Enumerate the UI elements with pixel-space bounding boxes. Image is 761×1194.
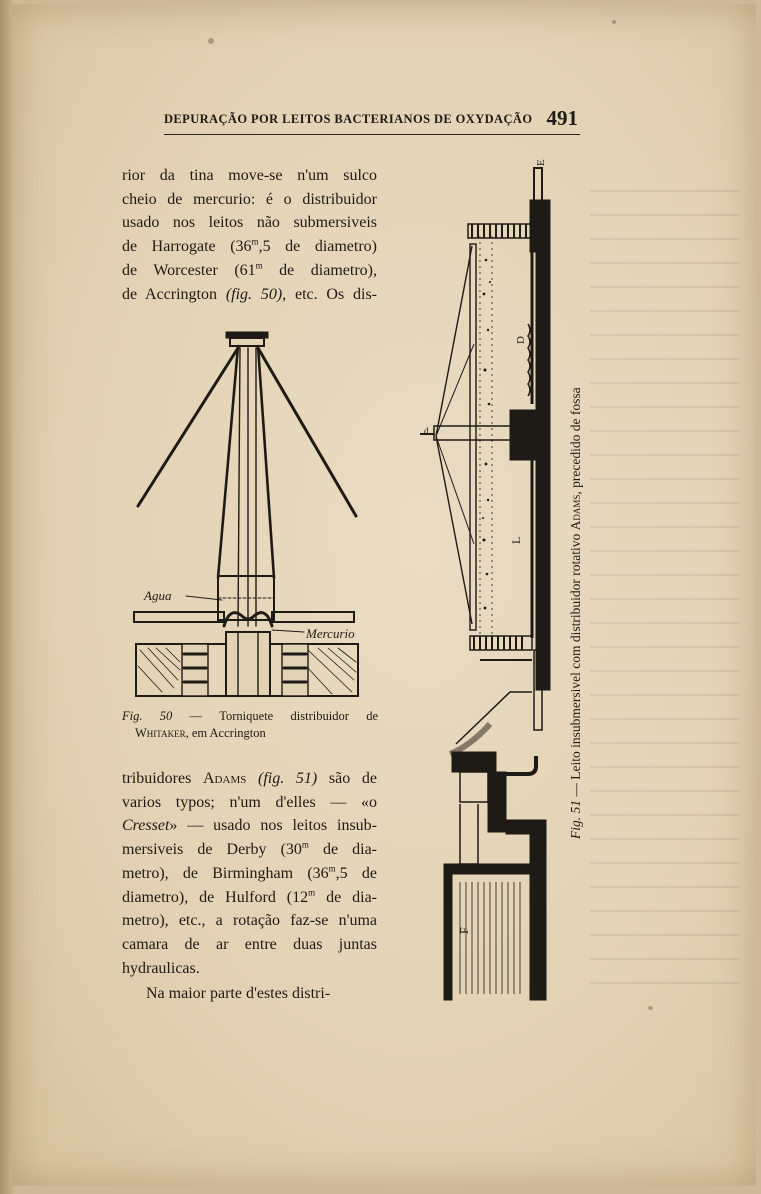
text-line: metro), etc., a rotação faz-se n'uma xyxy=(122,912,377,930)
figure-51-caption: Fig. 51 — Leito insubmersivel com distribuidor rotativo Adams, precedido de fossa xyxy=(568,387,583,839)
page-number: 491 xyxy=(546,106,578,130)
text-line: diametro), de Hulford (12$^m$ de dia- xyxy=(122,887,378,906)
text-line: Cresset» — usado nos leitos insub- xyxy=(122,817,377,835)
inventor-name: Adams xyxy=(568,494,583,531)
paper-spot xyxy=(612,20,616,24)
paper-spot xyxy=(208,38,214,44)
paragraph-middle xyxy=(122,767,377,980)
inventor-name: Whitaker xyxy=(135,726,186,740)
running-header xyxy=(164,104,580,135)
figure-label: Fig. 50 xyxy=(122,709,173,723)
figure-label: Fig. 51 xyxy=(568,800,583,839)
figure-51-illustration xyxy=(420,159,560,1006)
text-line: usado nos leitos não submersiveis xyxy=(122,214,377,232)
text-line: cheio de mercurio: é o distribuidor xyxy=(122,190,377,208)
label-d-small: d xyxy=(424,426,429,436)
label-l: L xyxy=(509,536,523,544)
text-line: mersiveis de Derby (30$^m$ de dia- xyxy=(122,839,378,859)
show-through-text xyxy=(590,190,740,990)
text-line: hydraulicas. xyxy=(122,959,200,977)
label-agua: Agua xyxy=(144,588,172,603)
label-f: F xyxy=(457,927,471,934)
text-line: tribuidores Adams (fig. 51) são de xyxy=(122,770,378,787)
paper-spot xyxy=(648,1006,653,1010)
text-line: de Worcester (61$^m$ de diametro), xyxy=(122,260,377,279)
label-d: D xyxy=(515,336,527,344)
label-mercurio: Mercurio xyxy=(306,626,355,641)
text-line: varios typos; n'um d'elles — «o xyxy=(122,793,377,811)
text-line: de Accrington (fig. 50), etc. Os dis- xyxy=(122,285,378,303)
paragraph-bottom xyxy=(122,982,377,1006)
text-line: Na maior parte d'estes distri- xyxy=(146,985,331,1002)
text-line: camara de ar entre duas juntas xyxy=(122,935,377,953)
running-title: DEPURAÇÃO POR LEITOS BACTERIANOS DE OXYDAÇÃO xyxy=(164,112,533,126)
figure-50-illustration xyxy=(126,326,370,702)
figure-50-caption: Fig. 50 — Torniquete distribuidor de Whitaker, em Accrington xyxy=(122,709,378,740)
text-line: de Harrogate (36$^m$,5 de diametro) xyxy=(122,236,378,256)
figure-reference: (fig. 51) xyxy=(258,770,318,787)
paragraph-top xyxy=(122,164,377,306)
text-line: rior da tina move-se n'um sulco xyxy=(122,167,377,184)
figure-reference: (fig. 50) xyxy=(225,285,283,303)
label-e: E xyxy=(535,159,547,166)
text-line: metro), de Birmingham (36$^m$,5 de xyxy=(122,863,377,882)
